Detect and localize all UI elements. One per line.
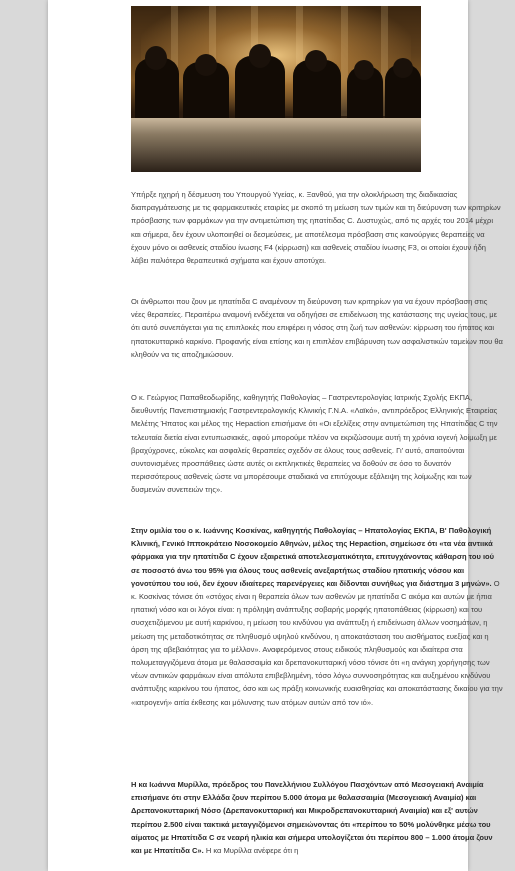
paragraph-text: Υπήρξε ηχηρή η δέσμευση του Υπουργού Υγείας, κ. Ξανθού, για την ολοκλήρωση της διαδικασίας διαπραγμάτευσης με τις φαρμακευτικές εταιρίες με σκοπό τη μείωση των τιμών και τη διεύρυνση των κριτηρίων πρόσβασης των φαρμάκων για την αντιμετώπιση της ηπατίτιδας C. Δυστυχώς, από τις αρχές του 2014 μέχρι και σήμερα, δεν έχουν υλοποιηθεί οι δεσμεύσεις, με αποτέλεσμα πρόσβαση στις καινούργιες θεραπείες να έχουν μόνο οι ασθενείς σταδίου ίνωσης F4 (κίρρωση) και ασθενείς σταδίου ίνωσης F3, οι οποίοι έχουν ήδη λάβει παλιότερα θεραπευτικά σχήματα και έχουν αποτύχει.	[131, 190, 501, 266]
photo-person-head	[393, 58, 413, 78]
paragraph-text: Ο κ. Κοσκίνας τόνισε ότι «στόχος είναι η θεραπεία όλων των ασθενών με ηπατίτιδα C ακόμα και αυτών με ήπια ηπατική νόσο και οι λόγοι είναι: η πρόληψη ανάπτυξης σοβαρής μορφής ηπατοπάθειας (κίρρωση) και του συσχετιζόμενου με αυτή καρκίνου, η μείωση του κινδύνου για ανάπτυξη ή επιδείνωση άλλων νοσημάτων, η μείωση της μεταδοτικότητας σε πληθυσμό υψηλού κινδύνου, η αποκατάσταση του αισθήματος ευεξίας και η άρση της αβεβαιότητας για το μέλλον». Αναφερόμενος στους ειδικούς πληθυσμούς και ιδιαίτερα στα πολυμεταγγιζόμενα άτομα με θαλασσαιμία και δρεπανοκυτταρική νόσο τόνισε ότι «η ανάγκη χορήγησης των νέων αντιικών φαρμάκων είναι απόλυτα επιβεβλημένη, τόσο λόγω συννοσηρότητας και αυξημένου κινδύνου ανάπτυξης καρκίνου του ήπατος, όσο και ως πράξη κοινωνικής ευαισθησίας και αποκατάστασης δικαίου για την «ιατρογενή» αιτία έκθεσης και μόλυνσης των ατόμων αυτών από τον ιό».	[131, 578, 503, 707]
photo-person-head	[195, 54, 217, 76]
article-page	[48, 0, 503, 871]
paragraph-patients	[131, 295, 503, 361]
paragraph-text: Η κα Μυρίλλα ανέφερε ότι η	[203, 846, 299, 856]
photo-person-head	[354, 60, 374, 80]
paragraph-bold-lead: Η κα Ιωάννα Μυρίλλα, πρόεδρος του Πανελλήνιου Συλλόγου Πασχόντων από Μεσογειακή Αναιμία επισήμανε ότι στην Ελλάδα ζουν περίπου 5.000 άτομα με θαλασσαιμία (Μεσογειακή Αναιμία) και Δρεπανοκυτταρική Νόσο (Δρεπανοκυτταρική και Μικροδρεπανοκυτταρική Αναιμία) και εξ' αυτών περίπου 2.500 είναι τακτικά μεταγγιζόμενοι σημειώνοντας ότι «περίπου το 50% μολύνθηκε μέσω του αίματος με Ηπατίτιδα C σε νεαρή ηλικία και σήμερα υπολογίζεται ότι περίπου 800 – 1.000 άτομα ζουν και με Ηπατίτιδα C».	[131, 780, 493, 856]
photo-table	[131, 118, 421, 172]
photo-person-head	[305, 50, 327, 72]
conference-photo	[131, 6, 421, 172]
photo-person-head	[145, 46, 167, 70]
paragraph-bold-lead: Στην ομιλία του ο κ. Ιωάννης Κοσκίνας, καθηγητής Παθολογίας – Ηπατολογίας ΕΚΠΑ, Β' Παθολογική Κλινική, Γενικό Ιπποκράτειο Νοσοκομείο Αθηνών, μέλος της Hepaction, σημείωσε ότι «τα νέα αντιικά φάρμακα για την ηπατίτιδα C έχουν εξαιρετικά αποτελεσματικότητα, επιτυγχάνοντας κάθαρση του ιού σε ποσοστό άνω του 95% για όλους τους ασθενείς ανεξαρτήτως σταδίου ηπατικής νόσου και γονοτύπου του ιού, δεν έχουν ιδιαίτερες παρενέργειες και δίδονται συνήθως για διάστημα 3 μηνών».	[131, 526, 495, 588]
paragraph-koskinas	[131, 524, 503, 709]
paragraph-papatheodoridis	[131, 391, 503, 497]
paragraph-text: Ο κ. Γεώργιος Παπαθεοδωρίδης, καθηγητής Παθολογίας – Γαστρεντερολογίας Ιατρικής Σχολής ΕΚΠΑ, διευθυντής Πανεπιστημιακής Γαστρεντερολογικής Κλινικής Γ.Ν.Α. «Λαϊκό», αντιπρόεδρος Ελληνικής Εταιρείας Μελέτης Ήπατος και μέλος της Hepaction επισήμανε ότι «Οι εξελίξεις στην αντιμετώπιση της Ηπατίτιδας C την τελευταία διετία είναι εντυπωσιακές, αφού μπορούμε πλέον να εκριζώσουμε αυτή τη χρόνια ιογενή λοίμωξη με βραχύχρονες, εύκολες και ασφαλείς θεραπείες σχεδόν σε όλους τους ασθενείς. Γι' αυτό, απαιτούνται συντονισμένες προσπάθειες ώστε αυτές οι εκπληκτικές θεραπείες να δοθούν σε όσο το δυνατόν περισσότερους ασθενείς ώστε να μπορέσουμε σταδιακά να επιτύχουμε εξάλειψη της λοίμωξης και των δυσμενών συνεπειών της».	[131, 393, 498, 495]
paragraph-text: Οι άνθρωποι που ζουν με ηπατίτιδα C αναμένουν τη διεύρυνση των κριτηρίων για να έχουν πρόσβαση στις νέες θεραπείες. Περαιτέρω αναμονή ενδέχεται να οδηγήσει σε επιδείνωση της κατάστασης της υγείας τους, με ότι αυτό συνεπάγεται για τις επιπλοκές που επιφέρει η νόσος στη ζωή των ασθενών: κίρρωση του ήπατος και ηπατοκυτταρικό καρκίνο. Προφανής είναι επίσης και η επιπλέον επιβάρυνση των ασφαλιστικών ταμείων που θα κληθούν να τις αποζημιώσουν.	[131, 297, 503, 359]
paragraph-minister	[131, 188, 503, 267]
photo-person-head	[249, 44, 271, 68]
paragraph-myrilla	[131, 778, 503, 857]
